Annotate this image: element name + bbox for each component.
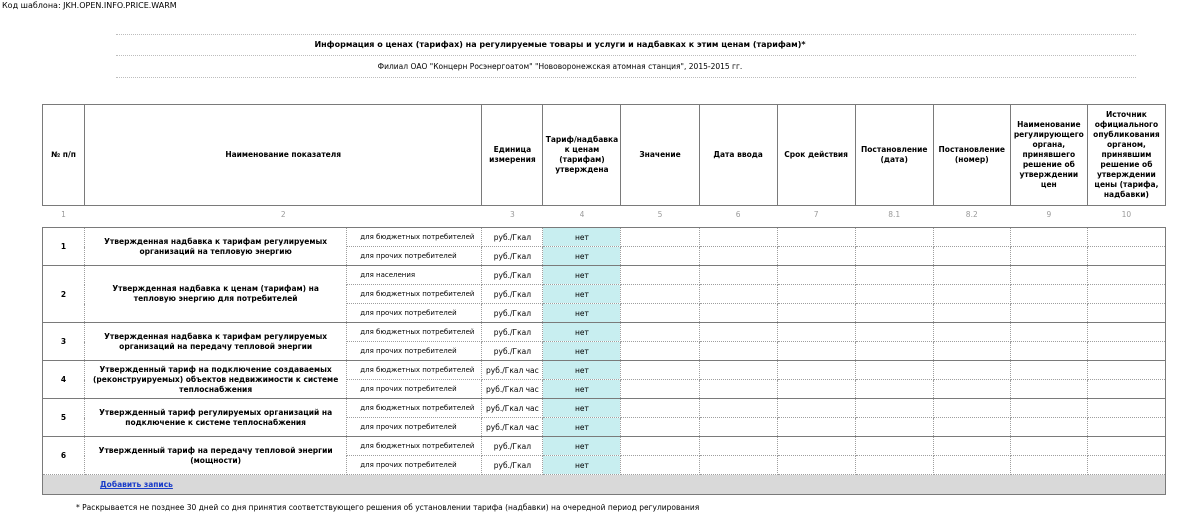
tariff-approved-cell[interactable]: нет (543, 304, 621, 323)
col-header-regulator: Наименование регулирующего органа, принявшего решение об утверждении цен (1010, 105, 1087, 206)
source-cell[interactable] (1087, 228, 1165, 247)
col-header-decree-num: Постановление (номер) (933, 105, 1010, 206)
value-cell[interactable] (621, 342, 699, 361)
consumer-category: для прочих потребителей (347, 418, 482, 437)
divider (116, 34, 1136, 35)
decree-num-cell[interactable] (933, 399, 1010, 418)
indicator-name: Утвержденный тариф регулируемых организаций на подключение к системе теплоснабжения (85, 399, 347, 437)
date-in-cell[interactable] (699, 361, 777, 380)
decree-date-cell[interactable] (855, 399, 933, 418)
regulator-cell[interactable] (1010, 323, 1087, 342)
unit-cell: руб./Гкал час (482, 399, 543, 418)
decree-num-cell[interactable] (933, 266, 1010, 285)
unit-cell: руб./Гкал (482, 285, 543, 304)
col-number: 3 (510, 209, 515, 219)
period-cell[interactable] (777, 361, 855, 380)
unit-cell: руб./Гкал (482, 437, 543, 456)
decree-num-cell[interactable] (933, 380, 1010, 399)
unit-cell: руб./Гкал (482, 304, 543, 323)
source-cell[interactable] (1087, 418, 1165, 437)
consumer-category: для населения (347, 266, 482, 285)
date-in-cell[interactable] (699, 266, 777, 285)
decree-num-cell[interactable] (933, 228, 1010, 247)
column-numbers-row (43, 206, 1166, 223)
value-cell[interactable] (621, 456, 699, 475)
value-cell[interactable] (621, 266, 699, 285)
period-cell[interactable] (777, 437, 855, 456)
row-number: 3 (43, 323, 85, 361)
decree-date-cell[interactable] (855, 380, 933, 399)
decree-date-cell[interactable] (855, 247, 933, 266)
consumer-category: для прочих потребителей (347, 456, 482, 475)
row-number: 2 (43, 266, 85, 323)
decree-date-cell[interactable] (855, 266, 933, 285)
consumer-category: для бюджетных потребителей (347, 437, 482, 456)
decree-num-cell[interactable] (933, 323, 1010, 342)
footnote: * Раскрывается не позднее 30 дней со дня принятия соответствующего решения об установлении тарифа (надбавки) на очередной период регулирования (76, 503, 700, 512)
decree-date-cell[interactable] (855, 304, 933, 323)
source-cell[interactable] (1087, 380, 1165, 399)
source-cell[interactable] (1087, 247, 1165, 266)
consumer-category: для прочих потребителей (347, 304, 482, 323)
indicator-name: Утвержденный тариф на подключение создаваемых (реконструируемых) объектов недвижимости к системе теплоснабжения (85, 361, 347, 399)
tariff-approved-cell[interactable]: нет (543, 437, 621, 456)
regulator-cell[interactable] (1010, 399, 1087, 418)
date-in-cell[interactable] (699, 437, 777, 456)
source-cell[interactable] (1087, 456, 1165, 475)
date-in-cell[interactable] (699, 323, 777, 342)
regulator-cell[interactable] (1010, 342, 1087, 361)
col-header-date-in: Дата ввода (699, 105, 777, 206)
value-cell[interactable] (621, 418, 699, 437)
table-row (43, 323, 1166, 342)
unit-cell: руб./Гкал час (482, 418, 543, 437)
regulator-cell[interactable] (1010, 285, 1087, 304)
tariff-table (42, 104, 1166, 495)
decree-date-cell[interactable] (855, 285, 933, 304)
regulator-cell[interactable] (1010, 247, 1087, 266)
unit-cell: руб./Гкал (482, 228, 543, 247)
decree-date-cell[interactable] (855, 361, 933, 380)
col-number: 7 (813, 209, 819, 219)
date-in-cell[interactable] (699, 456, 777, 475)
col-header-decree-date: Постановление (дата) (855, 105, 933, 206)
tariff-approved-cell[interactable]: нет (543, 247, 621, 266)
row-number: 5 (43, 399, 85, 437)
table-row (43, 266, 1166, 285)
divider (116, 55, 1136, 56)
period-cell[interactable] (777, 228, 855, 247)
tariff-approved-cell[interactable]: нет (543, 361, 621, 380)
consumer-category: для прочих потребителей (347, 380, 482, 399)
regulator-cell[interactable] (1010, 228, 1087, 247)
period-cell[interactable] (777, 380, 855, 399)
unit-cell: руб./Гкал (482, 323, 543, 342)
date-in-cell[interactable] (699, 304, 777, 323)
footer-bar (43, 475, 1166, 495)
unit-cell: руб./Гкал (482, 456, 543, 475)
table-row (43, 399, 1166, 418)
consumer-category: для прочих потребителей (347, 342, 482, 361)
value-cell[interactable] (621, 228, 699, 247)
value-cell[interactable] (621, 304, 699, 323)
template-code: Код шаблона: JKH.OPEN.INFO.PRICE.WARM (2, 1, 177, 10)
decree-num-cell[interactable] (933, 361, 1010, 380)
value-cell[interactable] (621, 247, 699, 266)
decree-num-cell[interactable] (933, 437, 1010, 456)
col-number: 1 (61, 209, 66, 219)
decree-date-cell[interactable] (855, 418, 933, 437)
regulator-cell[interactable] (1010, 361, 1087, 380)
decree-num-cell[interactable] (933, 247, 1010, 266)
tariff-approved-cell[interactable]: нет (543, 285, 621, 304)
decree-date-cell[interactable] (855, 342, 933, 361)
page-subtitle: Филиал ОАО "Концерн Росэнергоатом" "Нововоронежская атомная станция", 2015-2015 гг. (377, 62, 743, 71)
tariff-approved-cell[interactable]: нет (543, 342, 621, 361)
col-header-tariff: Тариф/надбавка к ценам (тарифам) утверждена (543, 105, 621, 206)
decree-date-cell[interactable] (855, 456, 933, 475)
value-cell[interactable] (621, 285, 699, 304)
unit-cell: руб./Гкал (482, 247, 543, 266)
period-cell[interactable] (777, 342, 855, 361)
col-number: 10 (1121, 209, 1132, 219)
consumer-category: для бюджетных потребителей (347, 285, 482, 304)
col-header-source: Источник официального опубликования органом, принявшим решение об утверждении цены (тарифа, надбавки) (1087, 105, 1165, 206)
row-number: 6 (43, 437, 85, 475)
date-in-cell[interactable] (699, 380, 777, 399)
col-header-unit: Единица измерения (482, 105, 543, 206)
regulator-cell[interactable] (1010, 266, 1087, 285)
decree-num-cell[interactable] (933, 418, 1010, 437)
period-cell[interactable] (777, 266, 855, 285)
col-header-period: Срок действия (777, 105, 855, 206)
value-cell[interactable] (621, 437, 699, 456)
decree-num-cell[interactable] (933, 304, 1010, 323)
period-cell[interactable] (777, 456, 855, 475)
col-number: 9 (1046, 209, 1052, 219)
period-cell[interactable] (777, 304, 855, 323)
decree-num-cell[interactable] (933, 285, 1010, 304)
decree-date-cell[interactable] (855, 323, 933, 342)
date-in-cell[interactable] (699, 399, 777, 418)
col-number: 8.1 (888, 209, 901, 219)
decree-num-cell[interactable] (933, 456, 1010, 475)
tariff-approved-cell[interactable]: нет (543, 323, 621, 342)
col-header-name: Наименование показателя (85, 105, 482, 206)
unit-cell: руб./Гкал час (482, 380, 543, 399)
tariff-approved-cell[interactable]: нет (543, 399, 621, 418)
regulator-cell[interactable] (1010, 304, 1087, 323)
value-cell[interactable] (621, 380, 699, 399)
col-number: 5 (657, 209, 663, 219)
regulator-cell[interactable] (1010, 418, 1087, 437)
unit-cell: руб./Гкал (482, 266, 543, 285)
decree-date-cell[interactable] (855, 228, 933, 247)
date-in-cell[interactable] (699, 285, 777, 304)
col-number: 4 (579, 209, 585, 219)
unit-cell: руб./Гкал (482, 342, 543, 361)
consumer-category: для бюджетных потребителей (347, 399, 482, 418)
source-cell[interactable] (1087, 399, 1165, 418)
col-header-value: Значение (621, 105, 699, 206)
row-number: 1 (43, 228, 85, 266)
col-number: 8.2 (965, 209, 978, 219)
tariff-approved-cell[interactable]: нет (543, 266, 621, 285)
source-cell[interactable] (1087, 285, 1165, 304)
period-cell[interactable] (777, 323, 855, 342)
table-header-row (43, 105, 1166, 206)
source-cell[interactable] (1087, 361, 1165, 380)
decree-date-cell[interactable] (855, 437, 933, 456)
indicator-name: Утвержденная надбавка к ценам (тарифам) на тепловую энергию для потребителей (85, 266, 347, 323)
date-in-cell[interactable] (699, 247, 777, 266)
indicator-name: Утвержденная надбавка к тарифам регулируемых организаций на тепловую энергию (85, 228, 347, 266)
tariff-approved-cell[interactable]: нет (543, 380, 621, 399)
tariff-approved-cell[interactable]: нет (543, 228, 621, 247)
value-cell[interactable] (621, 323, 699, 342)
add-record-link[interactable]: Добавить запись (100, 480, 173, 489)
col-header-num: № п/п (43, 105, 85, 206)
consumer-category: для бюджетных потребителей (347, 323, 482, 342)
period-cell[interactable] (777, 399, 855, 418)
tariff-approved-cell[interactable]: нет (543, 456, 621, 475)
date-in-cell[interactable] (699, 228, 777, 247)
regulator-cell[interactable] (1010, 437, 1087, 456)
consumer-category: для прочих потребителей (347, 247, 482, 266)
table-row (43, 228, 1166, 247)
col-number: 2 (280, 209, 286, 219)
indicator-name: Утвержденный тариф на передачу тепловой энергии (мощности) (85, 437, 347, 475)
divider (116, 77, 1136, 78)
consumer-category: для бюджетных потребителей (347, 228, 482, 247)
source-cell[interactable] (1087, 342, 1165, 361)
value-cell[interactable] (621, 399, 699, 418)
decree-num-cell[interactable] (933, 342, 1010, 361)
source-cell[interactable] (1087, 437, 1165, 456)
period-cell[interactable] (777, 418, 855, 437)
source-cell[interactable] (1087, 266, 1165, 285)
table-row (43, 361, 1166, 380)
indicator-name: Утвержденная надбавка к тарифам регулируемых организаций на передачу тепловой энергии (85, 323, 347, 361)
regulator-cell[interactable] (1010, 456, 1087, 475)
source-cell[interactable] (1087, 323, 1165, 342)
period-cell[interactable] (777, 247, 855, 266)
date-in-cell[interactable] (699, 342, 777, 361)
page-title: Информация о ценах (тарифах) на регулируемые товары и услуги и надбавках к этим ценам (тарифам)* (314, 40, 806, 49)
row-number: 4 (43, 361, 85, 399)
table-row (43, 437, 1166, 456)
unit-cell: руб./Гкал час (482, 361, 543, 380)
source-cell[interactable] (1087, 304, 1165, 323)
period-cell[interactable] (777, 285, 855, 304)
date-in-cell[interactable] (699, 418, 777, 437)
col-number: 6 (735, 209, 741, 219)
consumer-category: для бюджетных потребителей (347, 361, 482, 380)
tariff-approved-cell[interactable]: нет (543, 418, 621, 437)
value-cell[interactable] (621, 361, 699, 380)
regulator-cell[interactable] (1010, 380, 1087, 399)
